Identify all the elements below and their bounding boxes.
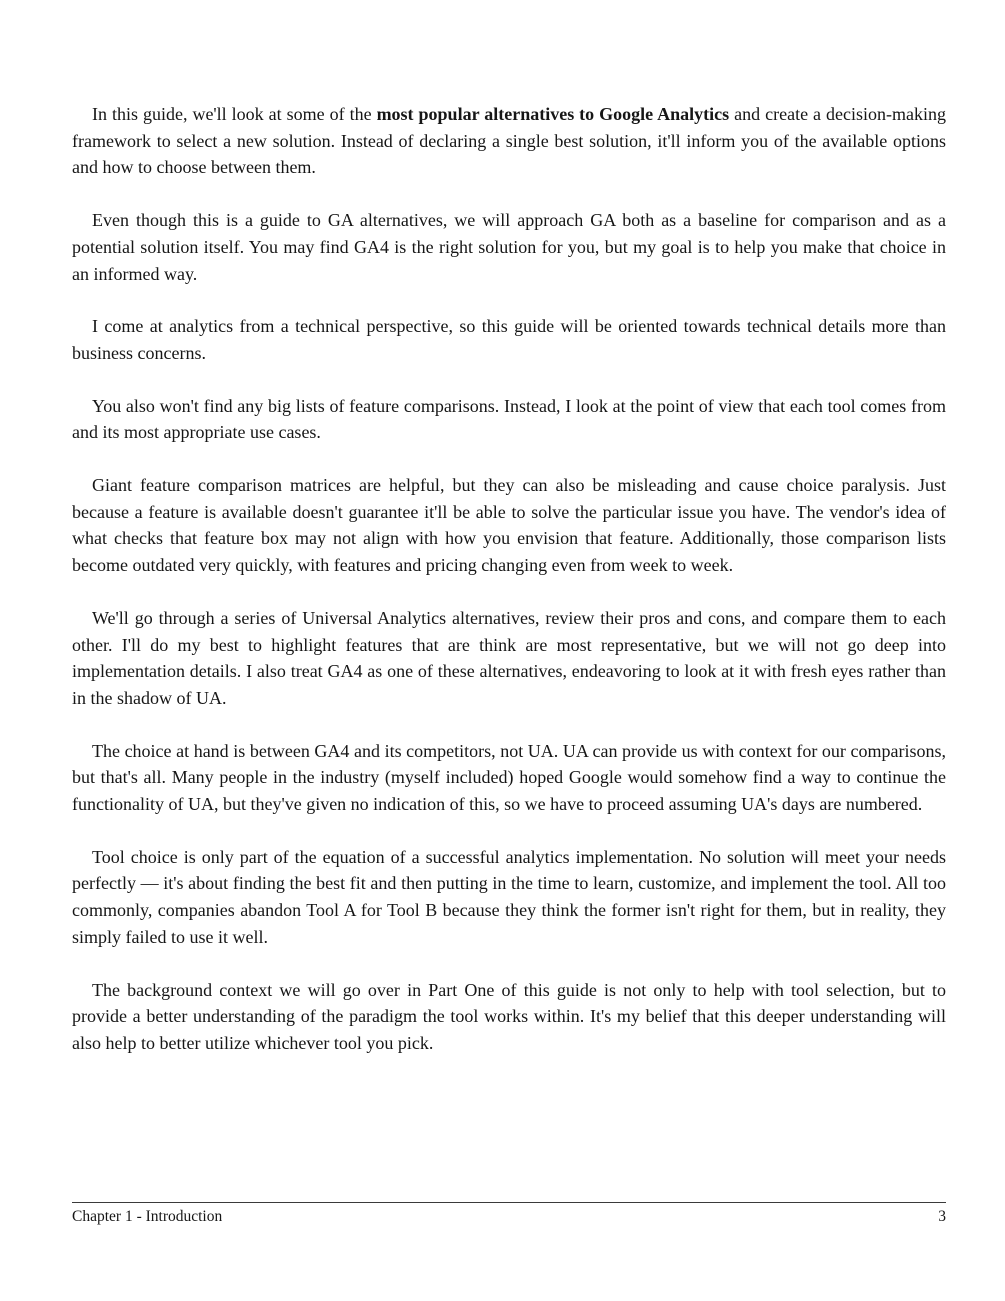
paragraph-1-text-pre: In this guide, we'll look at some of the [92, 104, 377, 124]
paragraph-6: We'll go through a series of Universal Analytics alternatives, review their pros and cons, and compare them to each other. I'll do my best to highlight features that are think are most representative, but we will not go deep into implementation details. I also treat GA4 as one of these alternatives, endeavoring to look at it with fresh eyes rather than in the shadow of UA. [72, 607, 946, 708]
paragraph-8: Tool choice is only part of the equation of a successful analytics implementation. No solution will meet your needs perfectly — it's about finding the best fit and then putting in the time to learn, customize, and implement the tool. All too commonly, companies abandon Tool A for Tool B because they think the former isn't right for them, but in reality, they simply failed to use it well. [72, 846, 946, 947]
paragraph-1-text-post: and create a decision-making framework to select a new solution. Instead of declaring a single best solution, it'll inform you of the available options and how to choose between them. [72, 104, 946, 178]
paragraph-1 [72, 101, 946, 181]
paragraph-4: You also won't find any big lists of feature comparisons. Instead, I look at the point of view that each tool comes from and its most appropriate use cases. [72, 395, 946, 443]
page-content [72, 101, 946, 1083]
paragraph-9: The background context we will go over in Part One of this guide is not only to help with tool selection, but to provide a better understanding of the paradigm the tool works within. It's my belief that this deeper understanding will also help to better utilize whichever tool you pick. [72, 979, 946, 1053]
footer-chapter-label: Chapter 1 - Introduction [72, 1208, 223, 1225]
page-number: 3 [938, 1208, 946, 1225]
paragraph-5: Giant feature comparison matrices are helpful, but they can also be misleading and cause choice paralysis. Just because a feature is available doesn't guarantee it'll be able to solve the particular issue you have. The vendor's idea of what checks that feature box may not align with how you envision that feature. Additionally, those comparison lists become outdated very quickly, with features and pricing changing even from week to week. [72, 475, 946, 576]
paragraph-7: The choice at hand is between GA4 and its competitors, not UA. UA can provide us with context for our comparisons, but that's all. Many people in the industry (myself included) hoped Google would somehow find a way to continue the functionality of UA, but they've given no indication of this, so we have to proceed assuming UA's days are numbered. [72, 740, 946, 815]
page-footer [72, 1202, 946, 1226]
paragraph-1-bold-text: most popular alternatives to Google Analytics [376, 104, 730, 124]
paragraph-2: Even though this is a guide to GA alternatives, we will approach GA both as a baseline for comparison and as a potential solution itself. You may find GA4 is the right solution for you, but my goal is to help you make that choice in an informed way. [72, 210, 946, 284]
footer-row [72, 1203, 946, 1226]
paragraph-3: I come at analytics from a technical perspective, so this guide will be oriented towards technical details more than business concerns. [72, 316, 946, 363]
